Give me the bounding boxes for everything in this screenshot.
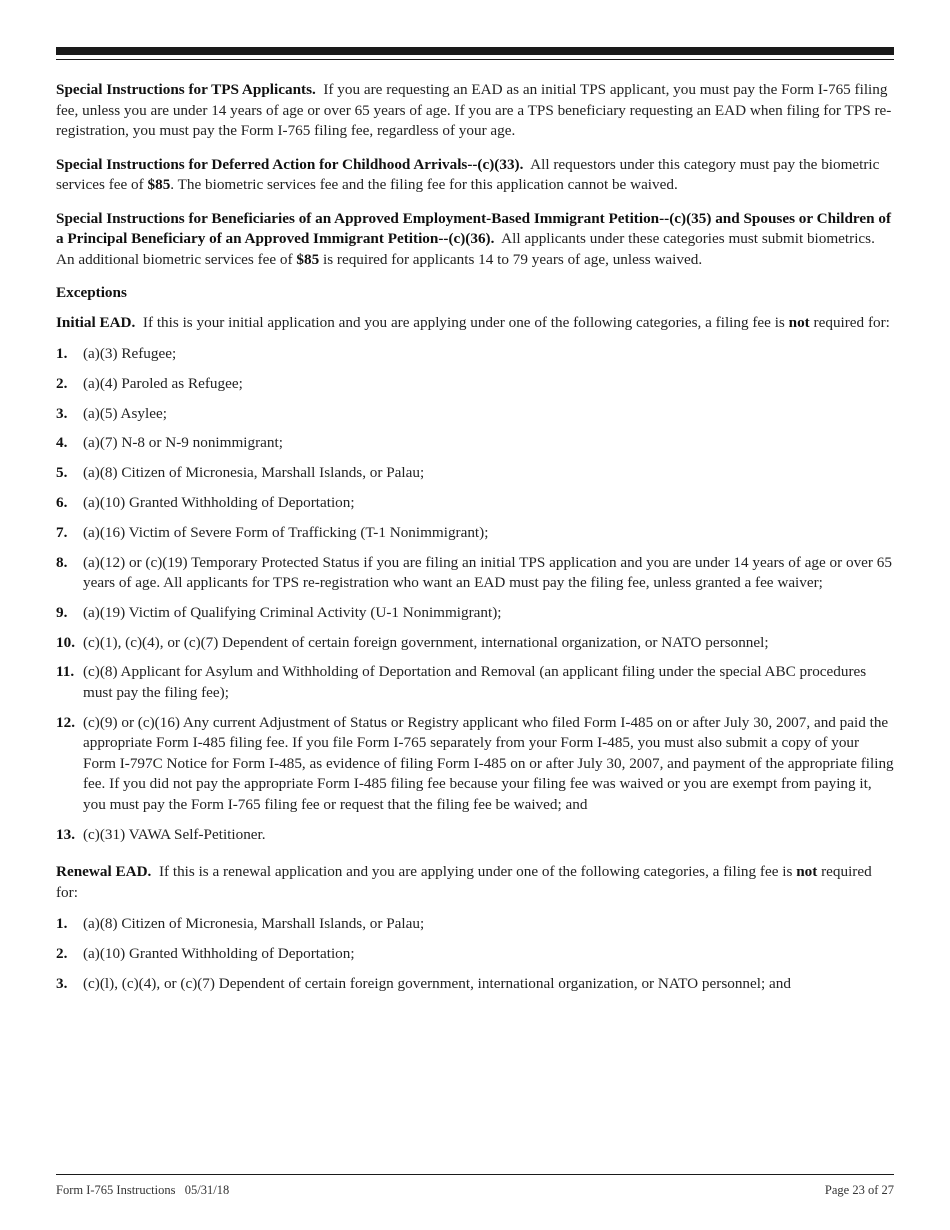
tps-instructions xyxy=(56,80,894,142)
list-item-text: (c)(l), (c)(4), or (c)(7) Dependent of certain foreign government, international organization, or NATO personnel; and xyxy=(83,974,791,992)
renewal-ead-intro xyxy=(56,862,894,903)
daca-body-1: All requestors under this category must pay the biometric services fee of xyxy=(56,155,880,193)
daca-fee: $85 xyxy=(147,176,171,193)
list-item-text: (a)(10) Granted Withholding of Deportation; xyxy=(83,493,355,511)
list-item xyxy=(56,914,894,935)
initial-ead-intro xyxy=(56,313,894,334)
renewal-ead-intro-1: If this is a renewal application and you are applying under one of the following categories, a filing fee is xyxy=(158,863,793,881)
list-item xyxy=(56,463,894,484)
list-item xyxy=(56,633,894,654)
list-item-text: (c)(1), (c)(4), or (c)(7) Dependent of certain foreign government, international organization, or NATO personnel; xyxy=(83,633,769,651)
initial-ead-not: not xyxy=(788,313,810,331)
footer-page-number: Page 23 of 27 xyxy=(824,1183,894,1197)
renewal-ead-not: not xyxy=(796,863,818,881)
list-item-text: (a)(10) Granted Withholding of Deportation; xyxy=(83,944,355,962)
list-item-number: 8. xyxy=(56,553,68,571)
list-item-number: 5. xyxy=(56,464,68,482)
employment-instructions xyxy=(56,209,894,271)
list-item xyxy=(56,603,894,624)
list-item-text: (a)(19) Victim of Qualifying Criminal Activity (U-1 Nonimmigrant); xyxy=(83,603,502,621)
list-item xyxy=(56,974,894,995)
list-item-number: 11. xyxy=(56,663,75,681)
document-page xyxy=(56,0,894,1230)
daca-body-2: . The biometric services fee and the filing fee for this application cannot be waived. xyxy=(170,176,678,193)
list-item-number: 13. xyxy=(56,825,75,843)
list-item-number: 1. xyxy=(56,345,68,362)
page-content xyxy=(56,80,894,1003)
list-item xyxy=(56,493,894,514)
list-item xyxy=(56,944,894,965)
list-item-number: 9. xyxy=(56,603,68,621)
list-item-number: 6. xyxy=(56,493,68,511)
employment-fee: $85 xyxy=(296,250,320,268)
employment-title: Special Instructions for Beneficiaries of an Approved Employment-Based Immigrant Petition--(c)(35) and Spouses or Children of a Principal Beneficiary of an Approved Immigrant Petition--(c)(36). xyxy=(56,209,892,247)
list-item-text: (a)(5) Asylee; xyxy=(83,404,167,422)
list-item-text: (a)(7) N-8 or N-9 nonimmigrant; xyxy=(83,434,283,452)
list-item-number: 2. xyxy=(56,374,68,392)
list-item-number: 10. xyxy=(56,633,75,651)
renewal-ead-intro-2: required for: xyxy=(56,863,872,901)
list-item-text: (a)(12) or (c)(19) Temporary Protected Status if you are filing an initial TPS application and you are under 14 years of age or over 65 years of age. All applicants for TPS re-registration who want an EAD must pay the filing fee, unless granted a fee waiver; xyxy=(83,553,892,592)
list-item-text: (a)(8) Citizen of Micronesia, Marshall Islands, or Palau; xyxy=(83,915,425,933)
list-item-text: (a)(16) Victim of Severe Form of Trafficking (T-1 Nonimmigrant); xyxy=(83,523,489,541)
list-item xyxy=(56,433,894,454)
list-item-text: (a)(3) Refugee; xyxy=(83,345,177,362)
header-rule-thin xyxy=(56,59,894,60)
list-item xyxy=(56,374,894,395)
list-item xyxy=(56,523,894,544)
list-item xyxy=(56,825,894,846)
header-rule-thick xyxy=(56,47,894,55)
list-item-number: 3. xyxy=(56,404,68,422)
initial-ead-title: Initial EAD. xyxy=(56,313,136,331)
list-item xyxy=(56,344,894,365)
list-item-number: 12. xyxy=(56,713,75,731)
daca-title: Special Instructions for Deferred Action for Childhood Arrivals--(c)(33). xyxy=(56,155,524,173)
list-item-number: 4. xyxy=(56,434,68,452)
list-item xyxy=(56,404,894,425)
footer-form-id: Form I-765 Instructions 05/31/18 xyxy=(56,1183,230,1197)
employment-body-1: All applicants under these categories must submit biometrics. An additional biometric services fee of xyxy=(56,230,875,268)
footer-rule xyxy=(56,1174,894,1175)
page-footer xyxy=(56,1183,894,1198)
list-item-text: (a)(8) Citizen of Micronesia, Marshall Islands, or Palau; xyxy=(83,464,425,482)
list-item-text: (c)(31) VAWA Self-Petitioner. xyxy=(83,825,266,843)
initial-ead-intro-1: If this is your initial application and you are applying under one of the following categories, a filing fee is xyxy=(142,313,785,331)
list-item-number: 7. xyxy=(56,523,68,541)
tps-title: Special Instructions for TPS Applicants. xyxy=(56,81,316,98)
initial-ead-list xyxy=(56,344,894,845)
employment-body-2: is required for applicants 14 to 79 years of age, unless waived. xyxy=(322,250,703,268)
renewal-ead-section xyxy=(56,862,894,994)
list-item xyxy=(56,662,894,703)
list-item-number: 3. xyxy=(56,974,68,992)
list-item-text: (a)(4) Paroled as Refugee; xyxy=(83,374,243,392)
list-item xyxy=(56,713,894,816)
daca-instructions xyxy=(56,155,894,196)
list-item-number: 2. xyxy=(56,944,68,962)
renewal-ead-title: Renewal EAD. xyxy=(56,863,152,881)
list-item-number: 1. xyxy=(56,915,68,933)
tps-body: If you are requesting an EAD as an initial TPS applicant, you must pay the Form I-765 filing fee, unless you are under 14 years of age or over 65 years of age. If you are a TPS beneficiary requesting an EAD when filing for TPS re-registration, you must pay the Form I-765 filing fee, regardless of your age. xyxy=(56,81,892,139)
list-item-text: (c)(9) or (c)(16) Any current Adjustment of Status or Registry applicant who filed Form I-485 on or after July 30, 2007, and paid the appropriate Form I-485 filing fee. If you file Form I-765 separately from your Form I-485, you must also submit a copy of your Form I-797C Notice for Form I-485, as evidence of filing Form I-485 on or after July 30, 2007, and payment of the appropriate filing fee. If you did not pay the appropriate Form I-485 filing fee because your filing fee was waived or you are exempt from paying it, you must pay the Form I-765 filing fee or request that the filing fee be waived; and xyxy=(83,713,894,813)
initial-ead-intro-2: required for: xyxy=(813,313,890,331)
renewal-ead-list xyxy=(56,914,894,994)
list-item-text: (c)(8) Applicant for Asylum and Withholding of Deportation and Removal (an applicant filing under the special ABC procedures must pay the filing fee); xyxy=(83,663,867,701)
exceptions-heading: Exceptions xyxy=(56,284,127,301)
list-item xyxy=(56,553,894,594)
